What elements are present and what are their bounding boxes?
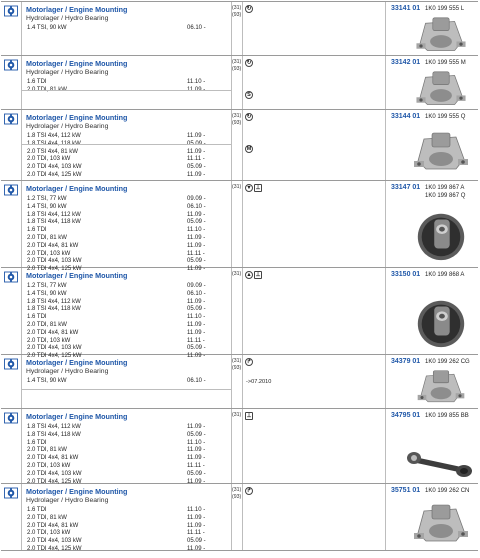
application-list [22, 424, 231, 486]
date-range: 05.09 - [187, 306, 206, 313]
date-range: 11.09 - [187, 133, 206, 139]
date-range: 11.09 - [187, 266, 206, 273]
date-range: 06.10 - [187, 378, 206, 384]
engine-label: 2.0 TDI 4x4, 81 kW [27, 455, 79, 462]
date-range: 05.09 - [187, 431, 206, 438]
oe-number-list [425, 413, 469, 421]
date-range: 11.10 - [187, 227, 206, 234]
oe-number: 1K0 199 555 M [425, 60, 466, 66]
catalog-entry [1, 181, 478, 273]
part-cell [385, 2, 478, 55]
date-range: 06.10 - [187, 203, 206, 210]
symbol-group [245, 113, 253, 122]
date-range: 11.09 - [187, 148, 206, 155]
engine-label: 2.0 TDI 4x4, 125 kW [27, 266, 82, 273]
application-row [22, 455, 231, 463]
catalog-book-icon[interactable] [4, 5, 18, 18]
catalog-icon-cell [1, 56, 22, 109]
application-list [22, 283, 231, 361]
variant-marker: S [245, 91, 253, 99]
symbol-group [245, 184, 262, 193]
oe-number-list [425, 60, 466, 68]
oe-number: 1K0 199 555 Q [425, 114, 466, 120]
reference-cell [231, 2, 242, 55]
application-row [22, 164, 231, 172]
reference-code: (31) [232, 412, 242, 418]
engine-label: 1.8 TSI 4x4, 118 kW [27, 431, 81, 438]
oe-number: 1K0 199 868 A [425, 272, 465, 278]
engine-label: 2.0 TSI 4x4, 81 kW [27, 148, 78, 155]
entry-title[interactable]: Motorlager / Engine Mounting [26, 113, 128, 122]
reference-code: (93) [232, 120, 242, 126]
reference-cell [231, 268, 242, 354]
catalog-book-icon[interactable] [4, 487, 18, 500]
engine-label: 1.8 TSI 4x4, 112 kW [27, 133, 81, 139]
application-row [22, 291, 231, 299]
date-range: 11.09 - [187, 86, 206, 93]
engine-label: 1.4 TSI, 90 kW [27, 378, 67, 384]
reference-cell [231, 181, 242, 267]
date-range: 11.09 - [187, 545, 206, 552]
engine-label: 1.4 TSI, 90 kW [27, 25, 67, 31]
date-range: 11.11 - [187, 156, 205, 163]
date-range: 11.09 - [187, 321, 206, 328]
engine-label: 1.6 TDI [27, 79, 47, 85]
application-row [22, 424, 231, 432]
reference-code: (93) [232, 494, 242, 500]
date-range: 11.09 - [187, 514, 206, 521]
entry-title[interactable]: Motorlager / Engine Mounting [26, 59, 128, 68]
application-row [22, 227, 231, 235]
engine-label: 2.0 TDI, 103 kW [27, 462, 71, 469]
entry-title[interactable]: Motorlager / Engine Mounting [26, 412, 128, 421]
refresh-icon: ↻ [246, 114, 252, 120]
notes-cell [242, 409, 385, 483]
catalog-book-icon[interactable] [4, 271, 18, 284]
date-range: 05.09 - [187, 470, 206, 477]
oe-number: 1K0 199 855 BB [425, 413, 469, 419]
engine-label: 2.0 TDI, 81 kW [27, 514, 67, 521]
application-row [22, 149, 231, 157]
part-image [406, 448, 470, 485]
catalog-entry [1, 110, 478, 181]
application-row [22, 299, 231, 307]
part-number[interactable]: 33144 01 [391, 113, 421, 120]
date-range: 05.09 - [187, 164, 206, 171]
catalog-icon-cell [1, 268, 22, 354]
application-row [22, 79, 231, 87]
application-list [22, 133, 231, 180]
oe-number: 1K0 199 867 A [425, 185, 465, 191]
oe-number: 1K0 199 262 CN [425, 488, 470, 494]
part-number[interactable]: 33142 01 [391, 59, 421, 66]
application-row [22, 133, 231, 141]
notes-cell [242, 181, 385, 267]
engine-label: 2.0 TDI 4x4, 125 kW [27, 478, 82, 485]
engine-label: 2.0 TDI 4x4, 81 kW [27, 242, 79, 249]
reference-code: (31) [232, 5, 242, 11]
application-row [22, 345, 231, 353]
application-row [22, 523, 231, 531]
engine-label: 1.4 TSI, 90 kW [27, 203, 67, 210]
engine-label: 2.0 TDI 4x4, 103 kW [27, 470, 82, 477]
date-range: 11.10 - [187, 507, 206, 513]
application-row [22, 546, 231, 554]
catalog-book-icon[interactable] [4, 412, 18, 425]
application-row [22, 330, 231, 338]
notes-cell [242, 110, 385, 180]
application-row [22, 251, 231, 259]
engine-label: 1.8 TSI 4x4, 118 kW [27, 219, 81, 226]
date-range: 11.09 - [187, 478, 206, 485]
notes-cell [242, 484, 385, 550]
entry-title[interactable]: Motorlager / Engine Mounting [26, 5, 128, 14]
catalog-icon-cell [1, 181, 22, 267]
date-range: 11.09 - [187, 353, 206, 360]
application-row [22, 235, 231, 243]
refresh-icon: ↻ [246, 60, 252, 66]
catalog-book-icon[interactable] [4, 358, 18, 371]
symbol-group [245, 412, 253, 421]
oe-number-list [425, 272, 464, 280]
application-row [22, 530, 231, 538]
oe-number-list [425, 488, 469, 496]
engine-label: 1.2 TSI, 77 kW [27, 283, 67, 289]
turn-icon: ↱ [246, 359, 252, 365]
application-row [22, 172, 231, 180]
date-range: 11.09 - [187, 329, 206, 336]
part-number[interactable]: 33147 01 [391, 184, 421, 191]
part-cell [385, 181, 478, 267]
engine-label: 1.8 TSI 4x4, 112 kW [27, 424, 81, 430]
entry-subtitle: Hydrolager / Hydro Bearing [26, 69, 109, 76]
reference-code: (31) [232, 487, 242, 493]
reference-code: (31) [232, 184, 242, 190]
reference-cell [231, 56, 242, 109]
oe-number: 1K0 199 262 CG [425, 359, 470, 365]
application-row [22, 25, 231, 33]
engine-label: 2.0 TDI, 81 kW [27, 86, 67, 93]
application-row [22, 447, 231, 455]
oe-number-list [425, 6, 464, 14]
date-range: 05.09 - [187, 538, 206, 545]
part-number[interactable]: 34795 01 [391, 412, 421, 419]
engine-label: 2.0 TDI 4x4, 103 kW [27, 345, 82, 352]
date-range: 11.10 - [187, 439, 206, 446]
notes-cell [242, 56, 385, 109]
catalog-icon-cell [1, 484, 22, 550]
application-row [22, 538, 231, 546]
engine-label: 1.2 TSI, 77 kW [27, 196, 67, 202]
part-image [406, 206, 470, 269]
entry-subtitle: Hydrolager / Hydro Bearing [26, 15, 109, 22]
entry-subtitle: Hydrolager / Hydro Bearing [26, 497, 109, 504]
date-range: 11.09 - [187, 522, 206, 529]
row-divider [22, 144, 231, 145]
engine-label: 2.0 TDI, 103 kW [27, 156, 71, 163]
engine-label: 1.6 TDI [27, 507, 47, 513]
catalog-icon-cell [1, 2, 22, 55]
date-range: 06.10 - [187, 25, 206, 31]
engine-label: 2.0 TDI 4x4, 103 kW [27, 164, 82, 171]
catalog-book-icon[interactable] [4, 113, 18, 126]
part-number[interactable]: 35751 01 [391, 487, 421, 494]
engine-label: 2.0 TDI 4x4, 103 kW [27, 538, 82, 545]
notes-cell [242, 2, 385, 55]
date-range: 11.09 - [187, 234, 206, 241]
engine-label: 2.0 TDI 4x4, 81 kW [27, 329, 79, 336]
date-range: 11.11 - [187, 530, 205, 537]
part-image [406, 129, 470, 182]
catalog-entry [1, 56, 478, 110]
catalog-entry [1, 409, 478, 484]
entry-title[interactable]: Motorlager / Engine Mounting [26, 271, 128, 280]
date-range: 09.09 - [187, 283, 206, 289]
bolt-icon: ⊥ [255, 185, 261, 191]
part-number[interactable]: 34379 01 [391, 358, 421, 365]
date-range: 11.10 - [187, 79, 206, 85]
reference-code: (93) [232, 12, 242, 18]
engine-label: 1.8 TSI 4x4, 112 kW [27, 298, 81, 305]
date-range: 11.11 - [187, 337, 205, 344]
engine-label: 1.8 TSI 4x4, 118 kW [27, 140, 81, 147]
engine-label: 2.0 TDI, 81 kW [27, 447, 67, 454]
date-range: 11.09 - [187, 447, 206, 454]
application-list [22, 378, 231, 386]
application-row [22, 212, 231, 220]
application-row [22, 507, 231, 515]
engine-label: 1.6 TDI [27, 439, 47, 446]
application-row [22, 338, 231, 346]
engine-label: 1.4 TSI, 90 kW [27, 290, 67, 297]
date-range: 11.10 - [187, 314, 206, 321]
part-cell [385, 110, 478, 180]
engine-label: 1.6 TDI [27, 314, 47, 321]
catalog-icon-cell [1, 409, 22, 483]
application-list [22, 507, 231, 554]
reference-code: (31) [232, 271, 242, 277]
date-range: 11.09 - [187, 298, 206, 305]
date-range: 06.10 - [187, 290, 206, 297]
date-range: 05.09 - [187, 345, 206, 352]
part-image [406, 16, 470, 61]
entry-subtitle: Hydrolager / Hydro Bearing [26, 368, 109, 375]
variant-marker: M [246, 146, 252, 152]
engine-label: 2.0 TDI, 103 kW [27, 337, 71, 344]
part-image [406, 70, 470, 115]
date-range: 05.09 - [187, 140, 206, 147]
catalog-book-icon[interactable] [4, 59, 18, 72]
notes-cell [242, 268, 385, 354]
engine-label: 2.0 TDI, 103 kW [27, 250, 71, 257]
application-row [22, 432, 231, 440]
reference-code: (31) [232, 113, 242, 119]
part-image [406, 369, 470, 412]
reference-code: (93) [232, 66, 242, 72]
symbol-group [245, 5, 253, 14]
engine-label: 2.0 TDI 4x4, 125 kW [27, 171, 82, 178]
date-range: 05.09 - [187, 258, 206, 265]
part-number[interactable]: 33141 01 [391, 5, 421, 12]
engine-label: 1.6 TDI [27, 227, 47, 234]
date-range: 11.11 - [187, 250, 205, 257]
date-range: 11.11 - [187, 462, 205, 469]
application-row [22, 463, 231, 471]
application-list [22, 196, 231, 274]
part-cell [385, 484, 478, 550]
engine-label: 2.0 TDI 4x4, 125 kW [27, 545, 82, 552]
catalog-icon-cell [1, 355, 22, 408]
date-range: 11.09 - [187, 211, 206, 218]
application-row [22, 156, 231, 164]
application-row [22, 243, 231, 251]
reference-code: (31) [232, 358, 242, 364]
catalog-entry [1, 355, 478, 409]
engine-label: 1.8 TSI 4x4, 112 kW [27, 211, 81, 218]
application-row [22, 196, 231, 204]
bolt-icon: ⊥ [255, 272, 261, 278]
date-range: 05.09 - [187, 219, 206, 226]
note-text: ->07.2010 [246, 379, 272, 385]
catalog-entry [1, 2, 478, 56]
row-divider [22, 389, 231, 390]
part-cell [385, 268, 478, 354]
oe-number: 1K0 199 555 L [425, 6, 465, 12]
notes-cell [242, 355, 385, 408]
catalog-icon-cell [1, 110, 22, 180]
application-row [22, 440, 231, 448]
application-row [22, 204, 231, 212]
arrow-down-icon: ▼ [246, 185, 252, 191]
date-range: 11.09 - [187, 242, 206, 249]
application-row [22, 219, 231, 227]
symbol-group [245, 59, 253, 68]
symbol-group [245, 271, 262, 280]
reference-code: (93) [232, 365, 242, 371]
reference-cell [231, 484, 242, 550]
part-image [406, 293, 470, 356]
application-row [22, 314, 231, 322]
application-row [22, 378, 231, 386]
application-row [22, 283, 231, 291]
reference-cell [231, 355, 242, 408]
part-cell [385, 355, 478, 408]
application-row [22, 322, 231, 330]
row-divider [22, 90, 231, 91]
application-row [22, 471, 231, 479]
engine-label: 2.0 TDI, 81 kW [27, 234, 67, 241]
catalog-entry [1, 268, 478, 360]
date-range: 11.09 - [187, 171, 206, 178]
catalog-book-icon[interactable] [4, 184, 18, 197]
engine-label: 2.0 TDI 4x4, 103 kW [27, 258, 82, 265]
entry-title[interactable]: Motorlager / Engine Mounting [26, 487, 128, 496]
application-row [22, 515, 231, 523]
refresh-icon: ↻ [246, 6, 252, 12]
symbol-group [245, 358, 253, 367]
date-range: 11.09 - [187, 455, 206, 462]
date-range: 09.09 - [187, 196, 206, 202]
engine-label: 2.0 TDI 4x4, 125 kW [27, 353, 82, 360]
bolt-icon: ⊥ [246, 413, 252, 419]
application-list [22, 79, 231, 95]
entry-subtitle: Hydrolager / Hydro Bearing [26, 123, 109, 130]
catalog-page [1, 1, 478, 551]
reference-cell [231, 409, 242, 483]
date-range: 11.09 - [187, 424, 206, 430]
turn-icon: ↱ [246, 488, 252, 494]
entry-title[interactable]: Motorlager / Engine Mounting [26, 184, 128, 193]
arrow-up-icon: ▲ [246, 272, 252, 278]
application-list [22, 25, 231, 33]
engine-label: 1.8 TSI 4x4, 118 kW [27, 306, 81, 313]
application-row [22, 258, 231, 266]
part-cell [385, 56, 478, 109]
reference-code: (31) [232, 59, 242, 65]
oe-number-list [425, 359, 470, 367]
catalog-entry [1, 484, 478, 551]
part-image [406, 498, 470, 557]
engine-label: 2.0 TDI, 81 kW [27, 321, 67, 328]
application-row [22, 306, 231, 314]
part-cell [385, 409, 478, 483]
symbol-group [245, 487, 253, 496]
engine-label: 2.0 TDI 4x4, 81 kW [27, 522, 79, 529]
part-number[interactable]: 33150 01 [391, 271, 421, 278]
oe-number: 1K0 199 867 Q [425, 192, 466, 199]
engine-label: 2.0 TDI, 103 kW [27, 530, 71, 537]
oe-number-list [425, 185, 465, 200]
reference-cell [231, 110, 242, 180]
entry-title[interactable]: Motorlager / Engine Mounting [26, 358, 128, 367]
oe-number-list [425, 114, 465, 122]
